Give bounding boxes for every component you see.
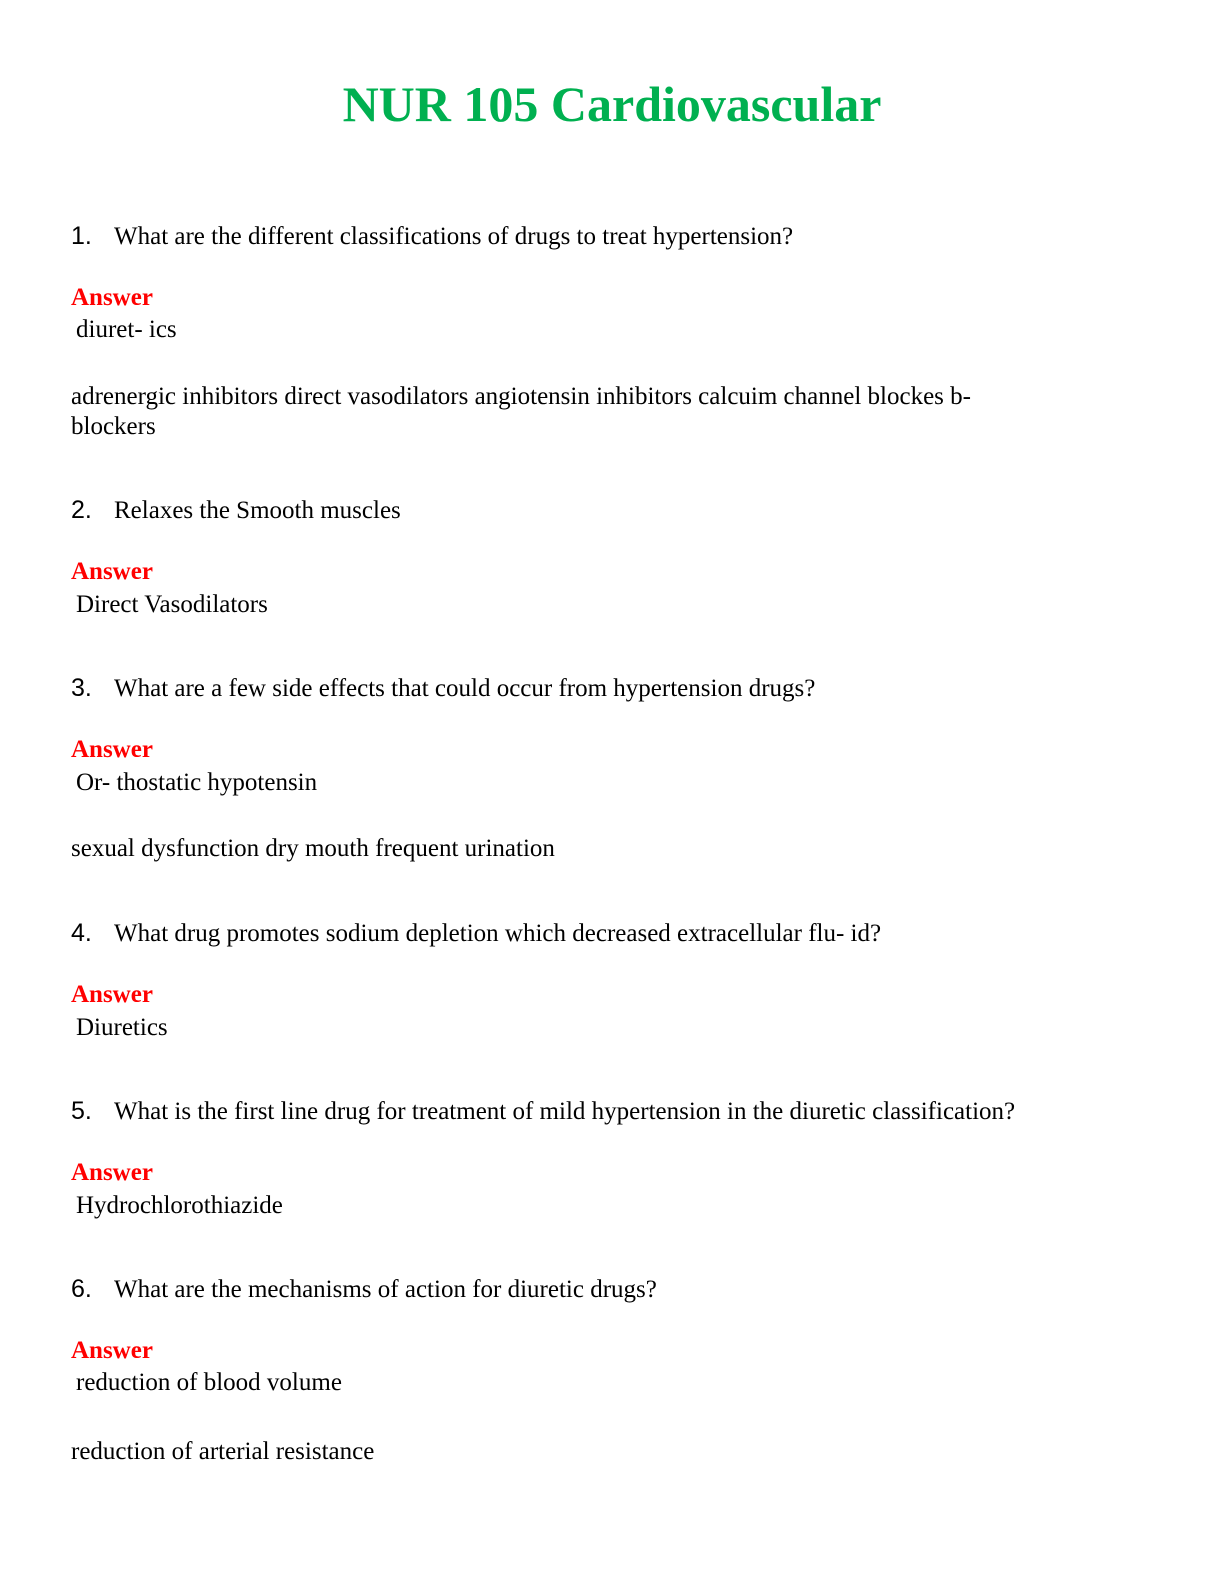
question-text: What are the different classifications of drugs to treat hypertension? xyxy=(114,223,794,250)
answer-text: reduction of arterial resistance xyxy=(71,1438,375,1465)
question-4 xyxy=(71,917,1171,950)
answer-text: diuret- ics xyxy=(76,316,177,343)
answer-label: Answer xyxy=(71,736,153,763)
question-number: 3. xyxy=(71,674,92,702)
question-number: 5. xyxy=(71,1097,92,1125)
answer-text: Or- thostatic hypotensin xyxy=(76,769,318,796)
answer-text: Hydrochlorothiazide xyxy=(76,1192,283,1219)
answer-label: Answer xyxy=(71,1337,153,1364)
question-1 xyxy=(71,220,1171,253)
question-number: 6. xyxy=(71,1275,92,1303)
question-2 xyxy=(71,494,1171,527)
question-text: What is the first line drug for treatment of mild hypertension in the diuretic classification? xyxy=(114,1098,1016,1125)
answer-text: Direct Vasodilators xyxy=(76,591,268,618)
page-title: NUR 105 Cardiovascular xyxy=(342,76,882,132)
question-5 xyxy=(71,1095,1171,1128)
answer-label: Answer xyxy=(71,558,153,585)
question-number: 4. xyxy=(71,919,92,947)
answer-label: Answer xyxy=(71,981,153,1008)
answer-text: reduction of blood volume xyxy=(76,1369,342,1396)
question-number: 2. xyxy=(71,496,92,524)
question-3 xyxy=(71,672,1171,705)
answer-label: Answer xyxy=(71,284,153,311)
answer-text: Diuretics xyxy=(76,1014,168,1041)
answer-text: blockers xyxy=(71,413,156,440)
answer-label: Answer xyxy=(71,1159,153,1186)
question-6 xyxy=(71,1273,1171,1306)
question-text: What are a few side effects that could occur from hypertension drugs? xyxy=(114,675,816,702)
question-text: What drug promotes sodium depletion which decreased extracellular flu- id? xyxy=(114,920,882,947)
question-number: 1. xyxy=(71,222,92,250)
answer-text: sexual dysfunction dry mouth frequent urination xyxy=(71,835,555,862)
question-text: What are the mechanisms of action for diuretic drugs? xyxy=(114,1276,657,1303)
question-text: Relaxes the Smooth muscles xyxy=(114,497,401,524)
answer-text: adrenergic inhibitors direct vasodilators angiotensin inhibitors calcuim channel blockes b- xyxy=(71,383,971,410)
